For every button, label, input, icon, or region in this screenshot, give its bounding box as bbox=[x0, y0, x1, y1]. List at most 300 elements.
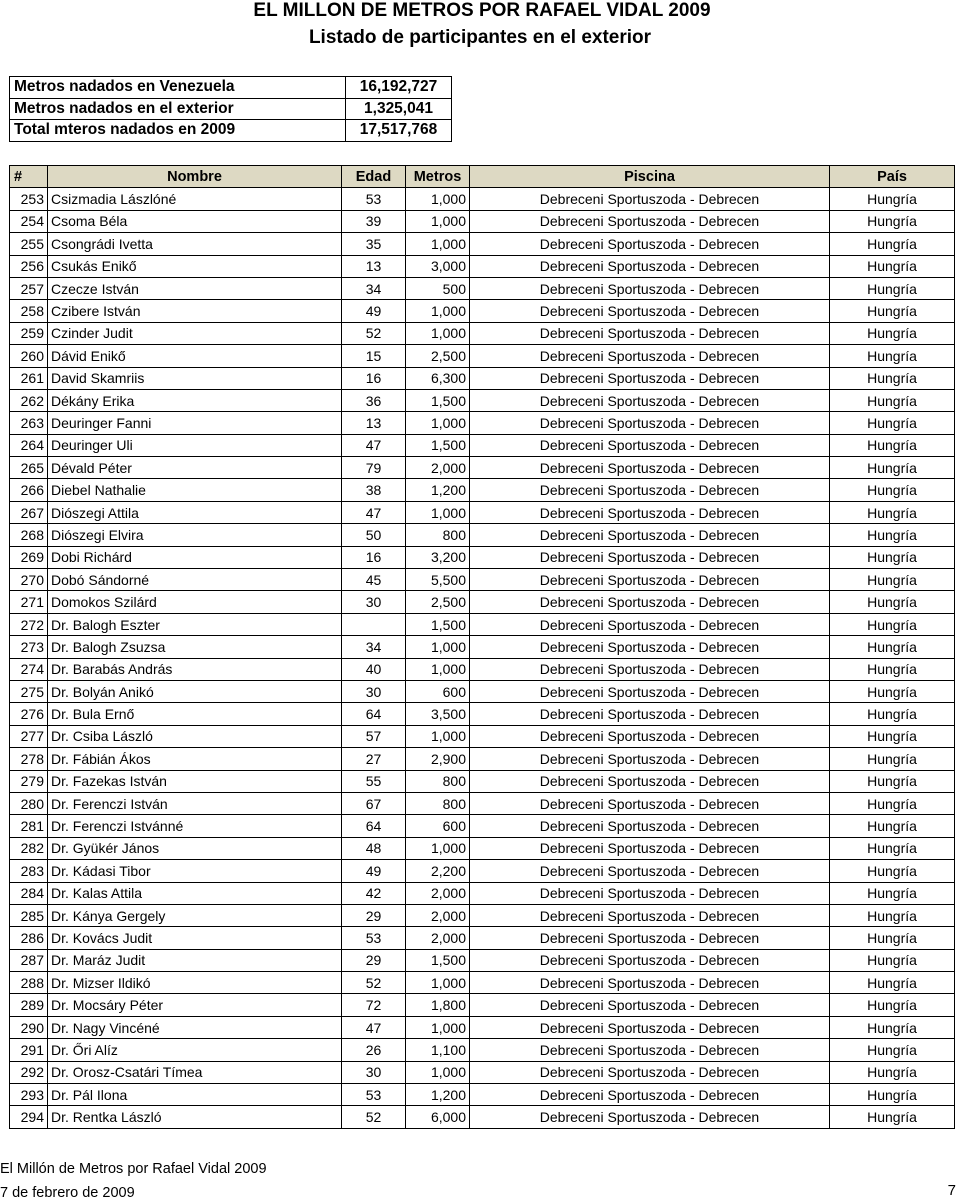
cell-meters: 2,200 bbox=[406, 860, 470, 882]
cell-country: Hungría bbox=[830, 1039, 955, 1061]
cell-pool: Debreceni Sportuszoda - Debrecen bbox=[470, 927, 830, 949]
table-row bbox=[10, 636, 955, 658]
cell-meters: 2,500 bbox=[406, 345, 470, 367]
cell-name: Domokos Szilárd bbox=[48, 591, 342, 613]
cell-country: Hungría bbox=[830, 367, 955, 389]
cell-country: Hungría bbox=[830, 188, 955, 210]
cell-number: 286 bbox=[10, 927, 48, 949]
cell-name: Dr. Orosz-Csatári Tímea bbox=[48, 1061, 342, 1083]
cell-pool: Debreceni Sportuszoda - Debrecen bbox=[470, 345, 830, 367]
cell-name: Czibere István bbox=[48, 300, 342, 322]
cell-number: 290 bbox=[10, 1016, 48, 1038]
cell-number: 277 bbox=[10, 725, 48, 747]
cell-meters: 1,000 bbox=[406, 725, 470, 747]
cell-name: Diebel Nathalie bbox=[48, 479, 342, 501]
table-row bbox=[10, 188, 955, 210]
cell-pool: Debreceni Sportuszoda - Debrecen bbox=[470, 1061, 830, 1083]
cell-pool: Debreceni Sportuszoda - Debrecen bbox=[470, 860, 830, 882]
cell-age: 49 bbox=[342, 300, 406, 322]
cell-country: Hungría bbox=[830, 501, 955, 523]
cell-name: Deuringer Fanni bbox=[48, 412, 342, 434]
table-body bbox=[10, 188, 955, 1128]
cell-pool: Debreceni Sportuszoda - Debrecen bbox=[470, 815, 830, 837]
cell-name: Dr. Balogh Eszter bbox=[48, 613, 342, 635]
cell-number: 267 bbox=[10, 501, 48, 523]
table-row bbox=[10, 300, 955, 322]
table-row bbox=[10, 703, 955, 725]
cell-country: Hungría bbox=[830, 457, 955, 479]
cell-country: Hungría bbox=[830, 322, 955, 344]
column-header-number: # bbox=[10, 166, 48, 188]
cell-age: 38 bbox=[342, 479, 406, 501]
cell-age: 53 bbox=[342, 927, 406, 949]
cell-meters: 6,000 bbox=[406, 1106, 470, 1128]
cell-name: Dévald Péter bbox=[48, 457, 342, 479]
cell-country: Hungría bbox=[830, 703, 955, 725]
cell-age bbox=[342, 613, 406, 635]
cell-number: 284 bbox=[10, 882, 48, 904]
cell-number: 259 bbox=[10, 322, 48, 344]
cell-name: Dr. Őri Alíz bbox=[48, 1039, 342, 1061]
cell-country: Hungría bbox=[830, 972, 955, 994]
cell-number: 263 bbox=[10, 412, 48, 434]
cell-number: 285 bbox=[10, 904, 48, 926]
table-row bbox=[10, 546, 955, 568]
cell-number: 268 bbox=[10, 524, 48, 546]
cell-country: Hungría bbox=[830, 837, 955, 859]
cell-meters: 800 bbox=[406, 524, 470, 546]
cell-meters: 1,000 bbox=[406, 658, 470, 680]
cell-country: Hungría bbox=[830, 658, 955, 680]
cell-meters: 2,000 bbox=[406, 927, 470, 949]
cell-age: 47 bbox=[342, 434, 406, 456]
cell-country: Hungría bbox=[830, 546, 955, 568]
table-row bbox=[10, 345, 955, 367]
cell-country: Hungría bbox=[830, 792, 955, 814]
cell-meters: 1,000 bbox=[406, 322, 470, 344]
cell-pool: Debreceni Sportuszoda - Debrecen bbox=[470, 277, 830, 299]
cell-age: 64 bbox=[342, 815, 406, 837]
cell-pool: Debreceni Sportuszoda - Debrecen bbox=[470, 457, 830, 479]
table-row bbox=[10, 434, 955, 456]
cell-pool: Debreceni Sportuszoda - Debrecen bbox=[470, 703, 830, 725]
table-header-row bbox=[10, 166, 955, 188]
cell-age: 13 bbox=[342, 412, 406, 434]
cell-pool: Debreceni Sportuszoda - Debrecen bbox=[470, 658, 830, 680]
cell-number: 253 bbox=[10, 188, 48, 210]
cell-pool: Debreceni Sportuszoda - Debrecen bbox=[470, 367, 830, 389]
cell-number: 257 bbox=[10, 277, 48, 299]
summary-label: Total mteros nadados en 2009 bbox=[10, 120, 346, 142]
summary-label: Metros nadados en Venezuela bbox=[10, 77, 346, 99]
cell-pool: Debreceni Sportuszoda - Debrecen bbox=[470, 300, 830, 322]
cell-name: Dobó Sándorné bbox=[48, 569, 342, 591]
cell-pool: Debreceni Sportuszoda - Debrecen bbox=[470, 188, 830, 210]
cell-country: Hungría bbox=[830, 636, 955, 658]
cell-pool: Debreceni Sportuszoda - Debrecen bbox=[470, 680, 830, 702]
cell-number: 276 bbox=[10, 703, 48, 725]
summary-label: Metros nadados en el exterior bbox=[10, 98, 346, 120]
cell-country: Hungría bbox=[830, 882, 955, 904]
cell-country: Hungría bbox=[830, 680, 955, 702]
cell-pool: Debreceni Sportuszoda - Debrecen bbox=[470, 434, 830, 456]
cell-name: Dr. Ferenczi István bbox=[48, 792, 342, 814]
cell-age: 39 bbox=[342, 210, 406, 232]
cell-number: 294 bbox=[10, 1106, 48, 1128]
table-row bbox=[10, 389, 955, 411]
cell-country: Hungría bbox=[830, 994, 955, 1016]
cell-number: 279 bbox=[10, 770, 48, 792]
cell-name: David Skamriis bbox=[48, 367, 342, 389]
cell-number: 262 bbox=[10, 389, 48, 411]
cell-number: 275 bbox=[10, 680, 48, 702]
summary-value: 17,517,768 bbox=[346, 120, 452, 142]
cell-meters: 1,000 bbox=[406, 210, 470, 232]
cell-meters: 1,000 bbox=[406, 233, 470, 255]
cell-age: 52 bbox=[342, 322, 406, 344]
cell-name: Dr. Barabás András bbox=[48, 658, 342, 680]
cell-name: Dr. Bolyán Anikó bbox=[48, 680, 342, 702]
cell-number: 270 bbox=[10, 569, 48, 591]
cell-name: Dr. Maráz Judit bbox=[48, 949, 342, 971]
table-row bbox=[10, 233, 955, 255]
cell-age: 26 bbox=[342, 1039, 406, 1061]
cell-country: Hungría bbox=[830, 1084, 955, 1106]
cell-age: 29 bbox=[342, 904, 406, 926]
cell-pool: Debreceni Sportuszoda - Debrecen bbox=[470, 210, 830, 232]
table-row bbox=[10, 501, 955, 523]
cell-number: 281 bbox=[10, 815, 48, 837]
cell-country: Hungría bbox=[830, 613, 955, 635]
cell-name: Dr. Mizser Ildikó bbox=[48, 972, 342, 994]
cell-pool: Debreceni Sportuszoda - Debrecen bbox=[470, 1084, 830, 1106]
cell-age: 27 bbox=[342, 748, 406, 770]
cell-age: 47 bbox=[342, 1016, 406, 1038]
cell-country: Hungría bbox=[830, 815, 955, 837]
cell-pool: Debreceni Sportuszoda - Debrecen bbox=[470, 233, 830, 255]
cell-age: 16 bbox=[342, 367, 406, 389]
cell-country: Hungría bbox=[830, 434, 955, 456]
cell-number: 283 bbox=[10, 860, 48, 882]
cell-meters: 1,500 bbox=[406, 389, 470, 411]
cell-meters: 1,000 bbox=[406, 972, 470, 994]
cell-age: 16 bbox=[342, 546, 406, 568]
column-header-name: Nombre bbox=[48, 166, 342, 188]
cell-number: 282 bbox=[10, 837, 48, 859]
cell-name: Dr. Kalas Attila bbox=[48, 882, 342, 904]
cell-meters: 1,000 bbox=[406, 1061, 470, 1083]
table-row bbox=[10, 927, 955, 949]
table-row bbox=[10, 1016, 955, 1038]
cell-meters: 2,000 bbox=[406, 457, 470, 479]
footer-date: 7 de febrero de 2009 bbox=[0, 1185, 135, 1201]
cell-meters: 2,000 bbox=[406, 882, 470, 904]
cell-number: 278 bbox=[10, 748, 48, 770]
cell-age: 40 bbox=[342, 658, 406, 680]
cell-meters: 1,500 bbox=[406, 613, 470, 635]
table-row bbox=[10, 1039, 955, 1061]
cell-pool: Debreceni Sportuszoda - Debrecen bbox=[470, 994, 830, 1016]
cell-number: 264 bbox=[10, 434, 48, 456]
cell-meters: 800 bbox=[406, 792, 470, 814]
table-row bbox=[10, 322, 955, 344]
table-row bbox=[10, 457, 955, 479]
table-row bbox=[10, 680, 955, 702]
table-row bbox=[10, 591, 955, 613]
column-header-age: Edad bbox=[342, 166, 406, 188]
cell-name: Dr. Kádasi Tibor bbox=[48, 860, 342, 882]
table-row bbox=[10, 255, 955, 277]
cell-country: Hungría bbox=[830, 479, 955, 501]
cell-meters: 3,000 bbox=[406, 255, 470, 277]
table-row bbox=[10, 882, 955, 904]
table-row bbox=[10, 1061, 955, 1083]
cell-meters: 800 bbox=[406, 770, 470, 792]
cell-meters: 1,000 bbox=[406, 837, 470, 859]
cell-country: Hungría bbox=[830, 1061, 955, 1083]
cell-country: Hungría bbox=[830, 255, 955, 277]
cell-pool: Debreceni Sportuszoda - Debrecen bbox=[470, 949, 830, 971]
table-row bbox=[10, 725, 955, 747]
cell-meters: 1,800 bbox=[406, 994, 470, 1016]
table-row bbox=[10, 972, 955, 994]
cell-meters: 1,200 bbox=[406, 1084, 470, 1106]
cell-name: Dobi Richárd bbox=[48, 546, 342, 568]
summary-row bbox=[10, 120, 452, 142]
table-row bbox=[10, 479, 955, 501]
cell-age: 57 bbox=[342, 725, 406, 747]
cell-name: Dr. Csiba László bbox=[48, 725, 342, 747]
cell-meters: 2,900 bbox=[406, 748, 470, 770]
cell-country: Hungría bbox=[830, 927, 955, 949]
cell-name: Czecze István bbox=[48, 277, 342, 299]
table-row bbox=[10, 658, 955, 680]
cell-age: 13 bbox=[342, 255, 406, 277]
cell-name: Deuringer Uli bbox=[48, 434, 342, 456]
cell-age: 55 bbox=[342, 770, 406, 792]
summary-value: 1,325,041 bbox=[346, 98, 452, 120]
table-row bbox=[10, 748, 955, 770]
cell-name: Dékány Erika bbox=[48, 389, 342, 411]
table-row bbox=[10, 210, 955, 232]
cell-country: Hungría bbox=[830, 389, 955, 411]
cell-pool: Debreceni Sportuszoda - Debrecen bbox=[470, 770, 830, 792]
cell-meters: 2,000 bbox=[406, 904, 470, 926]
summary-row bbox=[10, 98, 452, 120]
cell-meters: 1,000 bbox=[406, 1016, 470, 1038]
cell-meters: 3,500 bbox=[406, 703, 470, 725]
cell-pool: Debreceni Sportuszoda - Debrecen bbox=[470, 904, 830, 926]
cell-country: Hungría bbox=[830, 725, 955, 747]
document-subtitle: Listado de participantes en el exterior bbox=[308, 27, 652, 48]
table-row bbox=[10, 1106, 955, 1128]
cell-country: Hungría bbox=[830, 748, 955, 770]
cell-number: 254 bbox=[10, 210, 48, 232]
cell-meters: 600 bbox=[406, 680, 470, 702]
cell-pool: Debreceni Sportuszoda - Debrecen bbox=[470, 524, 830, 546]
table-row bbox=[10, 367, 955, 389]
table-row bbox=[10, 815, 955, 837]
cell-name: Diószegi Attila bbox=[48, 501, 342, 523]
cell-pool: Debreceni Sportuszoda - Debrecen bbox=[470, 882, 830, 904]
cell-pool: Debreceni Sportuszoda - Debrecen bbox=[470, 501, 830, 523]
cell-number: 274 bbox=[10, 658, 48, 680]
cell-number: 287 bbox=[10, 949, 48, 971]
cell-age: 42 bbox=[342, 882, 406, 904]
cell-country: Hungría bbox=[830, 904, 955, 926]
cell-name: Dr. Rentka László bbox=[48, 1106, 342, 1128]
column-header-meters: Metros bbox=[406, 166, 470, 188]
cell-number: 256 bbox=[10, 255, 48, 277]
cell-country: Hungría bbox=[830, 949, 955, 971]
table-row bbox=[10, 277, 955, 299]
table-row bbox=[10, 792, 955, 814]
column-header-country: País bbox=[830, 166, 955, 188]
cell-name: Diószegi Elvira bbox=[48, 524, 342, 546]
cell-number: 265 bbox=[10, 457, 48, 479]
cell-pool: Debreceni Sportuszoda - Debrecen bbox=[470, 255, 830, 277]
cell-meters: 1,100 bbox=[406, 1039, 470, 1061]
table-row bbox=[10, 412, 955, 434]
cell-number: 260 bbox=[10, 345, 48, 367]
cell-country: Hungría bbox=[830, 770, 955, 792]
cell-country: Hungría bbox=[830, 345, 955, 367]
cell-country: Hungría bbox=[830, 569, 955, 591]
cell-name: Dr. Kovács Judit bbox=[48, 927, 342, 949]
cell-age: 45 bbox=[342, 569, 406, 591]
cell-age: 35 bbox=[342, 233, 406, 255]
table-row bbox=[10, 770, 955, 792]
cell-meters: 6,300 bbox=[406, 367, 470, 389]
cell-meters: 2,500 bbox=[406, 591, 470, 613]
cell-meters: 1,000 bbox=[406, 501, 470, 523]
cell-name: Czinder Judit bbox=[48, 322, 342, 344]
cell-meters: 600 bbox=[406, 815, 470, 837]
cell-name: Csukás Enikő bbox=[48, 255, 342, 277]
cell-number: 291 bbox=[10, 1039, 48, 1061]
summary-table bbox=[9, 76, 452, 142]
page-number: 7 bbox=[947, 1182, 956, 1199]
cell-name: Dr. Pál Ilona bbox=[48, 1084, 342, 1106]
column-header-pool: Piscina bbox=[470, 166, 830, 188]
cell-age: 49 bbox=[342, 860, 406, 882]
cell-pool: Debreceni Sportuszoda - Debrecen bbox=[470, 792, 830, 814]
cell-age: 48 bbox=[342, 837, 406, 859]
cell-meters: 3,200 bbox=[406, 546, 470, 568]
cell-number: 292 bbox=[10, 1061, 48, 1083]
cell-meters: 1,200 bbox=[406, 479, 470, 501]
cell-age: 72 bbox=[342, 994, 406, 1016]
cell-pool: Debreceni Sportuszoda - Debrecen bbox=[470, 479, 830, 501]
cell-name: Dávid Enikő bbox=[48, 345, 342, 367]
cell-number: 288 bbox=[10, 972, 48, 994]
cell-number: 258 bbox=[10, 300, 48, 322]
cell-name: Dr. Fazekas István bbox=[48, 770, 342, 792]
table-row bbox=[10, 904, 955, 926]
cell-meters: 1,000 bbox=[406, 412, 470, 434]
cell-age: 30 bbox=[342, 680, 406, 702]
table-row bbox=[10, 837, 955, 859]
cell-name: Dr. Nagy Vincéné bbox=[48, 1016, 342, 1038]
cell-name: Dr. Balogh Zsuzsa bbox=[48, 636, 342, 658]
cell-pool: Debreceni Sportuszoda - Debrecen bbox=[470, 322, 830, 344]
cell-age: 53 bbox=[342, 188, 406, 210]
cell-meters: 1,500 bbox=[406, 434, 470, 456]
cell-country: Hungría bbox=[830, 524, 955, 546]
cell-age: 47 bbox=[342, 501, 406, 523]
cell-name: Dr. Bula Ernő bbox=[48, 703, 342, 725]
cell-age: 67 bbox=[342, 792, 406, 814]
cell-age: 52 bbox=[342, 972, 406, 994]
cell-pool: Debreceni Sportuszoda - Debrecen bbox=[470, 613, 830, 635]
cell-meters: 1,500 bbox=[406, 949, 470, 971]
cell-age: 30 bbox=[342, 1061, 406, 1083]
cell-age: 29 bbox=[342, 949, 406, 971]
cell-country: Hungría bbox=[830, 1016, 955, 1038]
cell-pool: Debreceni Sportuszoda - Debrecen bbox=[470, 389, 830, 411]
document-title: EL MILLON DE METROS POR RAFAEL VIDAL 2009 bbox=[253, 0, 711, 21]
cell-country: Hungría bbox=[830, 300, 955, 322]
cell-number: 289 bbox=[10, 994, 48, 1016]
cell-country: Hungría bbox=[830, 277, 955, 299]
cell-country: Hungría bbox=[830, 412, 955, 434]
table-row bbox=[10, 524, 955, 546]
cell-meters: 1,000 bbox=[406, 300, 470, 322]
cell-country: Hungría bbox=[830, 210, 955, 232]
table-row bbox=[10, 949, 955, 971]
cell-pool: Debreceni Sportuszoda - Debrecen bbox=[470, 725, 830, 747]
cell-pool: Debreceni Sportuszoda - Debrecen bbox=[470, 636, 830, 658]
cell-name: Csizmadia Lászlóné bbox=[48, 188, 342, 210]
cell-pool: Debreceni Sportuszoda - Debrecen bbox=[470, 748, 830, 770]
table-row bbox=[10, 994, 955, 1016]
cell-number: 273 bbox=[10, 636, 48, 658]
cell-name: Csoma Béla bbox=[48, 210, 342, 232]
summary-value: 16,192,727 bbox=[346, 77, 452, 99]
footer-event-name: El Millón de Metros por Rafael Vidal 2009 bbox=[0, 1161, 267, 1177]
cell-age: 64 bbox=[342, 703, 406, 725]
cell-name: Dr. Kánya Gergely bbox=[48, 904, 342, 926]
summary-row bbox=[10, 77, 452, 99]
cell-pool: Debreceni Sportuszoda - Debrecen bbox=[470, 546, 830, 568]
cell-age: 36 bbox=[342, 389, 406, 411]
cell-name: Dr. Ferenczi Istvánné bbox=[48, 815, 342, 837]
cell-number: 271 bbox=[10, 591, 48, 613]
cell-country: Hungría bbox=[830, 860, 955, 882]
cell-name: Dr. Fábián Ákos bbox=[48, 748, 342, 770]
table-row bbox=[10, 613, 955, 635]
cell-number: 266 bbox=[10, 479, 48, 501]
cell-pool: Debreceni Sportuszoda - Debrecen bbox=[470, 1106, 830, 1128]
cell-age: 50 bbox=[342, 524, 406, 546]
cell-pool: Debreceni Sportuszoda - Debrecen bbox=[470, 569, 830, 591]
cell-meters: 5,500 bbox=[406, 569, 470, 591]
cell-name: Dr. Gyükér János bbox=[48, 837, 342, 859]
cell-age: 30 bbox=[342, 591, 406, 613]
cell-name: Dr. Mocsáry Péter bbox=[48, 994, 342, 1016]
cell-pool: Debreceni Sportuszoda - Debrecen bbox=[470, 1039, 830, 1061]
cell-age: 79 bbox=[342, 457, 406, 479]
cell-age: 52 bbox=[342, 1106, 406, 1128]
cell-country: Hungría bbox=[830, 591, 955, 613]
cell-age: 34 bbox=[342, 277, 406, 299]
cell-pool: Debreceni Sportuszoda - Debrecen bbox=[470, 1016, 830, 1038]
cell-number: 269 bbox=[10, 546, 48, 568]
participants-table bbox=[9, 165, 955, 1129]
cell-number: 272 bbox=[10, 613, 48, 635]
cell-pool: Debreceni Sportuszoda - Debrecen bbox=[470, 412, 830, 434]
cell-pool: Debreceni Sportuszoda - Debrecen bbox=[470, 837, 830, 859]
